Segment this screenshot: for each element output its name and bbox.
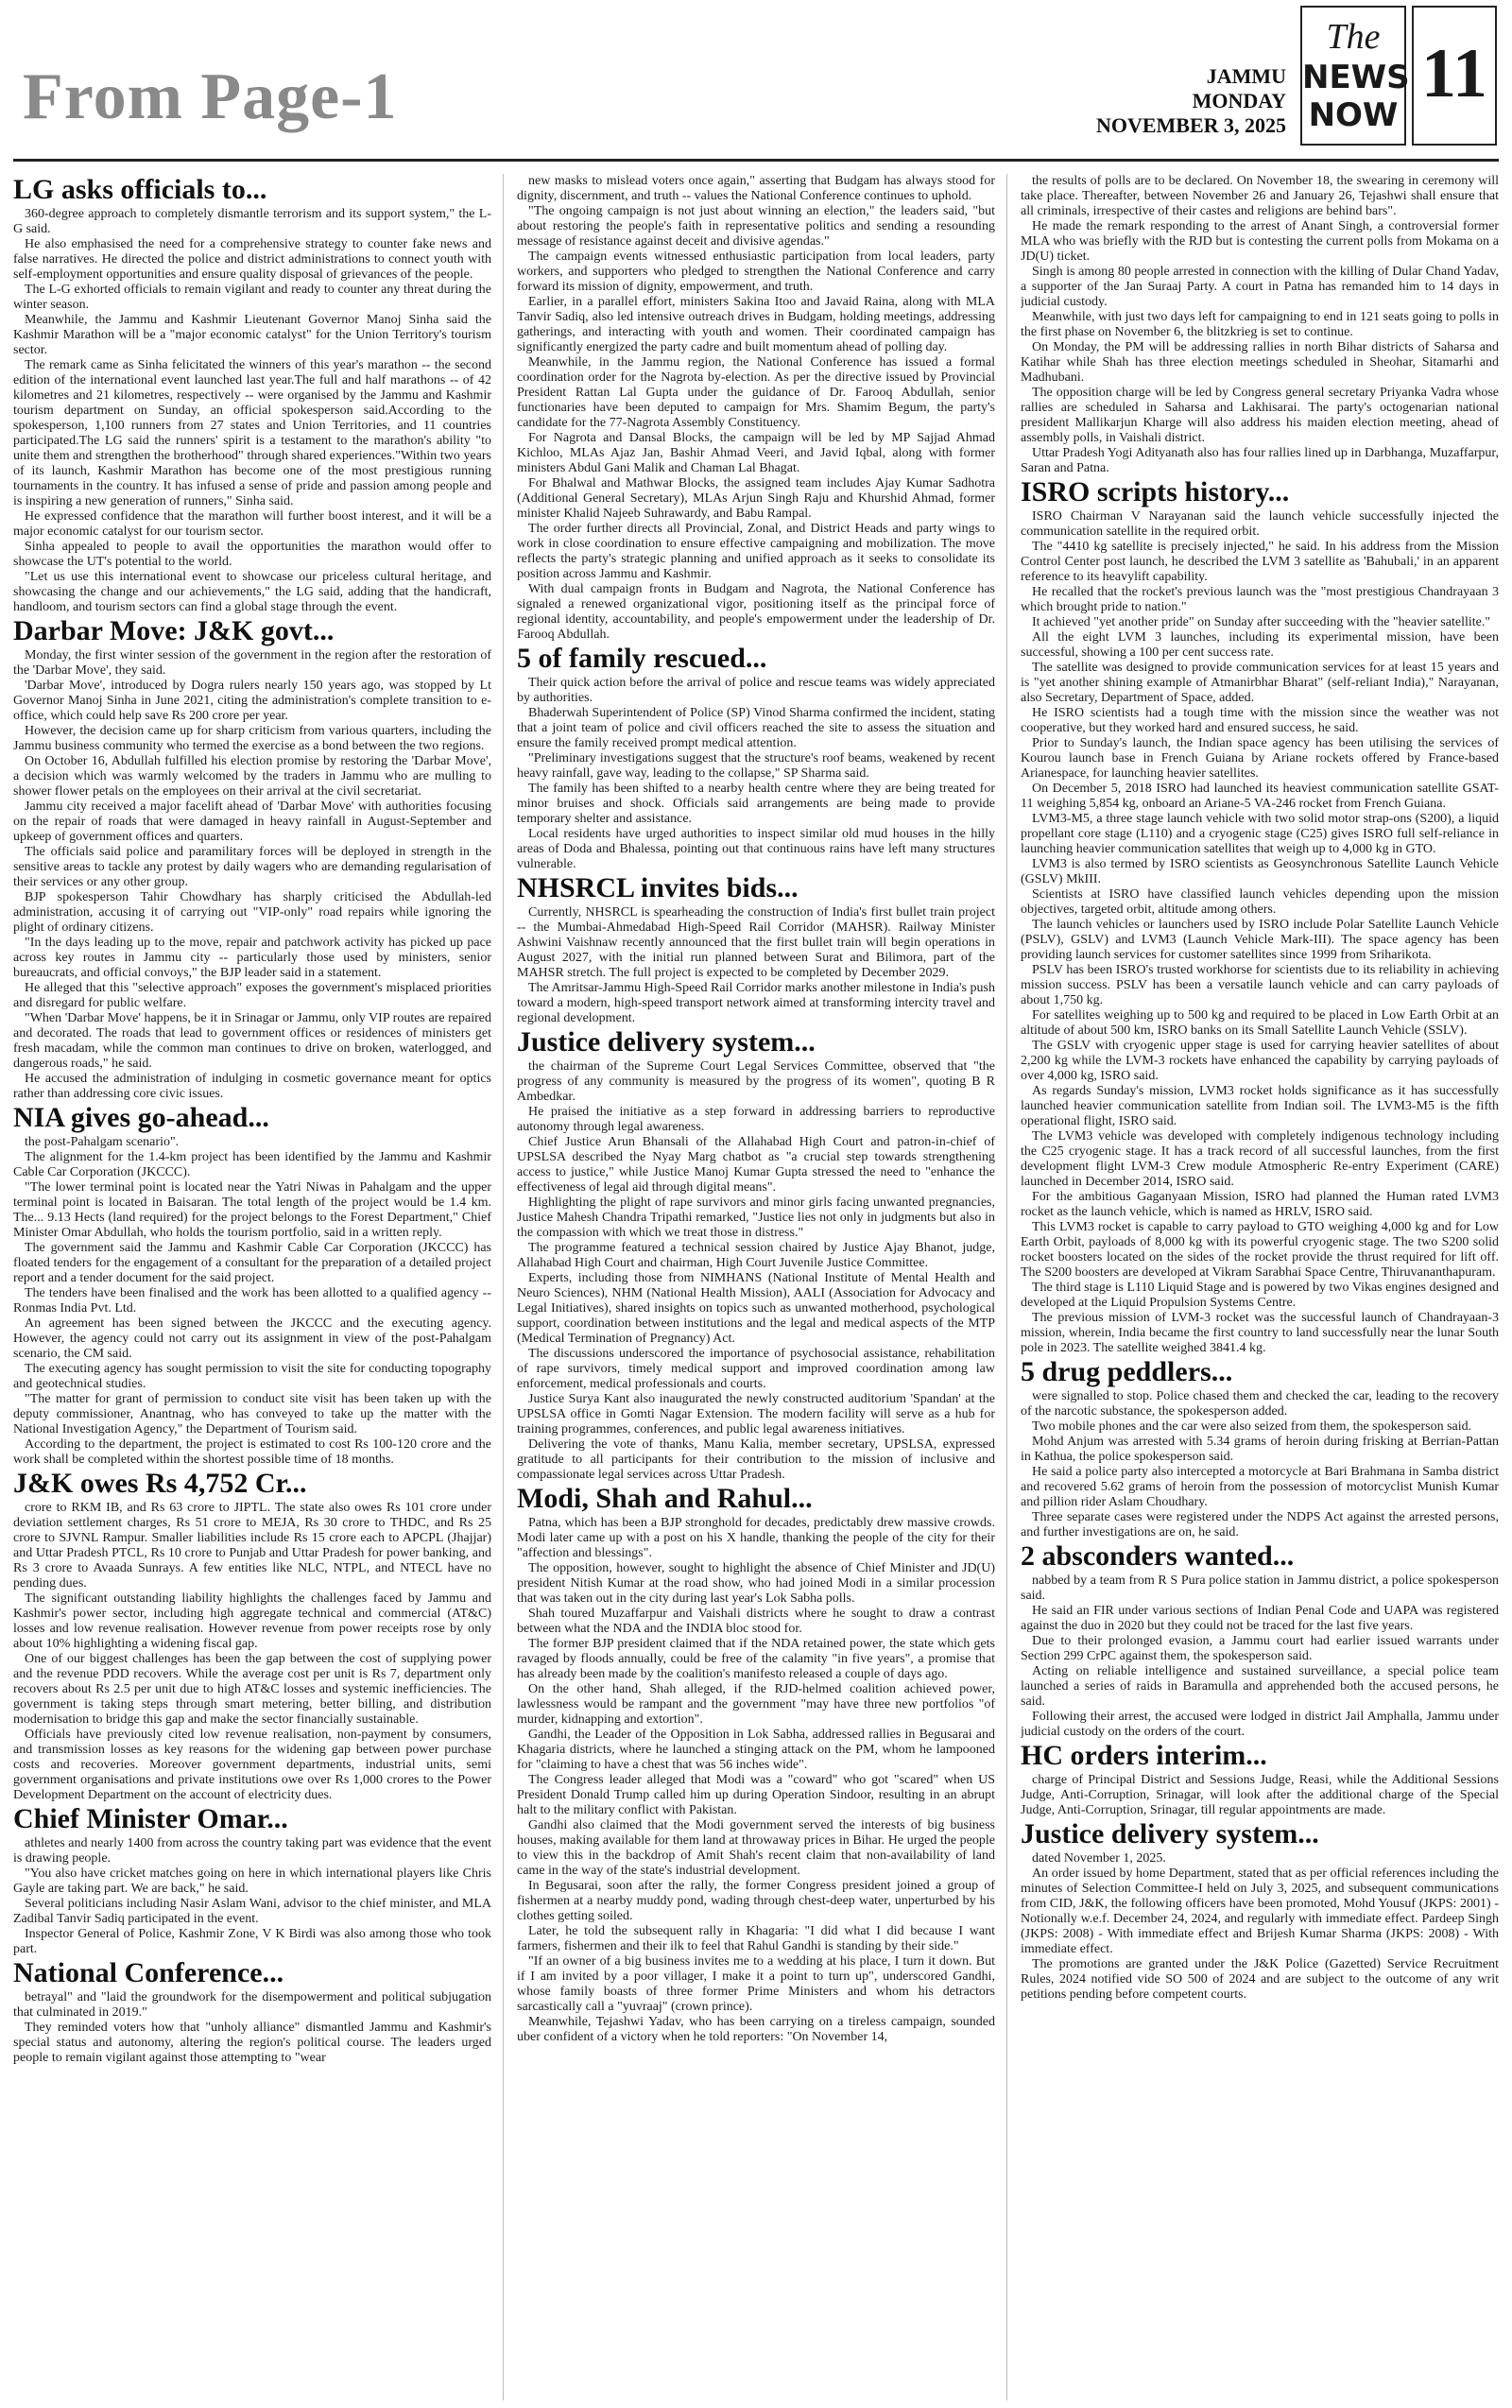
article [13,1102,491,1468]
article [13,615,491,1102]
article-headline: NHSRCL invites bids... [517,872,799,903]
article-paragraph: ISRO Chairman V Narayanan said the launch vehicle successfully injected the communication satellite in the required orbit. [1021,509,1499,539]
article-paragraph: The Congress leader alleged that Modi was a "coward" who got "scared" when US President Donald Trump called him up during Operation Sindoor, resulting in an abrupt halt to the military conflict with Pakistan. [517,1773,995,1817]
article-paragraph: Meanwhile, the Jammu and Kashmir Lieutenant Governor Manoj Sinha said the Kashmir Marathon will be a "major economic catalyst" for the Union Territory's tourism sector. [13,313,491,357]
article [517,872,995,1026]
article-paragraph: Shah toured Muzaffarpur and Vaishali districts where he sought to draw a contrast between what the NDA and the INDIA bloc stood for. [517,1607,995,1636]
article-paragraph: Two mobile phones and the car were also seized from them, the spokesperson said. [1032,1419,1472,1434]
masthead [13,0,1499,162]
article-headline: ISRO scripts history... [1021,476,1290,507]
article [517,643,995,872]
article-paragraph: The alignment for the 1.4-km project has been identified by the Jammu and Kashmir Cable Car Corporation (JKCCC). [13,1150,491,1179]
article [13,1957,491,2066]
article-paragraph: Meanwhile, in the Jammu region, the National Conference has issued a formal coordination order for the Nagrota by-election. As per the directive issued by Provincial President Rattan Lal Gupta under the guidance of Dr. Farooq Abdullah, senior functionaries have been deputed to campaign for Mrs. Shamim Begum, the party's candidate for the 77-Nagrota Assembly Constituency. [517,355,995,430]
article-paragraph: This LVM3 rocket is capable to carry payload to GTO weighing 4,000 kg and for Low Earth Orbit, payloads of 8,000 kg with its powerful cryogenic stage. The two S200 solid rocket boosters located on the sides of the rocket provide the thrust required for lift off. The S200 boosters are developed at Vikram Sarabhai Space Centre, Thiruvananthapuram. [1021,1220,1499,1280]
article-paragraph: the results of polls are to be declared. On November 18, the swearing in ceremony will take place. Thereafter, between November 26 and January 26, Tejashwi shall ensure that all criminals, irrespective of their castes and religions are behind bars". [1021,174,1499,218]
article-paragraph: Meanwhile, with just two days left for campaigning to end in 121 seats going to polls in the first phase on November 6, the blitzkrieg is set to continue. [1021,310,1499,339]
dateline-city: JAMMU [1206,64,1286,88]
article-paragraph: The remark came as Sinha felicitated the winners of this year's marathon -- the second edition of the international event launched last year.The full and half marathons -- of 42 kilometres and 21 kilometres, respectively -- were organised by the Jammu and Kashmir tourism department on Sunday, an official spokesperson said.According to the spokesperson, 1,100 runners from 27 states and Union Territories, and 11 countries participated.The LG said the runners' spirit is a testament to the marathon's ability "to unite them and strengthen the brotherhood" through shared experiences."Within two years of its launch, Kashmir Marathon has become one of the most prestigious running tournaments in the country. It has infused a sense of pride and passion among people and is inspiring a new generation of runners," Sinha said. [13,358,491,508]
article-paragraph: With dual campaign fronts in Budgam and Nagrota, the National Conference has signaled a renewed organizational vigor, positioning itself as the principal force of regional identity, accountability, and people's empowerment under the leadership of Dr. Farooq Abdullah. [517,582,995,642]
article-paragraph: However, the decision came up for sharp criticism from various quarters, including the Jammu business community who termed the exercise as a bond between the two regions. [13,724,491,753]
article-paragraph: The "4410 kg satellite is precisely injected," he said. In his address from the Mission Control Center post launch, he described the LVM 3 satellite as 'Bahubali,' in an apparent reference to its heavylift capability. [1021,540,1499,584]
article-paragraph: Uttar Pradesh Yogi Adityanath also has four rallies lined up in Darbhanga, Muzaffarpur, Saran and Patna. [1021,446,1499,475]
newspaper-logo [1300,6,1410,146]
article-paragraph: The satellite was designed to provide communication services for at least 15 years and is "yet another shining example of Atmanirbhar Bharat" (self-reliant India)," Narayanan, also Secretary, Department of Space, added. [1021,661,1499,705]
article-paragraph: crore to RKM IB, and Rs 63 crore to JIPTL. The state also owes Rs 101 crore under deviation settlement charges, Rs 51 crore to MEJA, Rs 30 crore to THDC, and Rs 25 crore to SJVNL Rampur. Smaller liabilities include Rs 15 crore each to APCPL (Jhajjar) and Uttar Pradesh PTCL, Rs 10 crore to Punjab and Uttar Pradesh for power banking, and Rs 3 crore to Avaada Sunrays. A few entities like NLC, NTPL, and NTECL have no pending dues. [13,1501,491,1591]
article-paragraph: Later, he told the subsequent rally in Khagaria: "I did what I did because I want farmers, fishermen and their ilk to feel that Rahul Gandhi is standing by their side." [517,1924,995,1953]
article-headline: NIA gives go-ahead... [13,1102,269,1133]
article-paragraph: "You also have cricket matches going on here in which international players like Chris Gayle are taking part. We are back," he said. [13,1866,491,1896]
logo-news: NEWS [1302,59,1410,96]
article-headline: Darbar Move: J&K govt... [13,615,335,646]
article-paragraph: Experts, including those from NIMHANS (National Institute of Mental Health and Neuro Sciences), NHM (National Health Mission), AALI (Association for Advocacy and Legal Initiatives), shared insights on topics such as unwanted motherhood, psychological support, coordination between institutions and the legal and medical aspects of the MTP (Medical Termination of Pregnancy) Act. [517,1271,995,1346]
article-headline: 5 drug peddlers... [1021,1356,1233,1387]
article-paragraph: He ISRO scientists had a tough time with the mission since the weather was not cooperative, but they worked hard and ensured success, he said. [1021,706,1499,735]
article-paragraph: LVM3-M5, a three stage launch vehicle with two solid motor strap-ons (S200), a liquid propellant core stage (L110) and a cryogenic stage (C25) gives ISRO full self-reliance in launching heavier communication satellites that weigh up to 4,000 kg in GTO. [1021,812,1499,856]
article [1021,476,1499,1356]
article-paragraph: Mohd Anjum was arrested with 5.34 grams of heroin during frisking at Berrian-Pattan in Kathua, the police spokesperson said. [1021,1435,1499,1464]
article-paragraph: Officials have previously cited low revenue realisation, non-payment by consumers, and transmission losses as key reasons for the widening gap between power purchase costs and recoveries. Moreover government departments, industrial units, semi government organisations and private institutions owe over Rs 1,000 crores to the Power Development Department on the account of electricity dues. [13,1728,491,1802]
article-paragraph: Sinha appealed to people to avail the opportunities the marathon would offer to showcase the UT's potential to the world. [13,540,491,569]
article-paragraph: He expressed confidence that the marathon will further boost interest, and it will be a major economic catalyst for our tourism sector. [13,509,491,539]
article-headline: J&K owes Rs 4,752 Cr... [13,1468,307,1499]
article-paragraph: For satellites weighing up to 500 kg and required to be placed in Low Earth Orbit at an altitude of about 500 km, ISRO banks on its Small Satellite Launch Vehicle (SSLV). [1021,1008,1499,1038]
article-headline: HC orders interim... [1021,1740,1267,1771]
article-paragraph: They reminded voters how that "unholy alliance" dismantled Jammu and Kashmir's special status and autonomy, altering the region's political course. The leaders urged people to remain vigilant against those attempting to "wear [13,2021,491,2065]
article-paragraph: Bhaderwah Superintendent of Police (SP) Vinod Sharma confirmed the incident, stating that a joint team of police and civil officers reached the site to assess the situation and ensure the family received prompt medical attention. [517,706,995,750]
article-paragraph: "Preliminary investigations suggest that the structure's roof beams, weakened by recent heavy rainfall, gave way, leading to the collapse," SP Sharma said. [517,751,995,781]
article-paragraph: Highlighting the plight of rape survivors and minor girls facing unwanted pregnancies, Justice Mahesh Chandra Tripathi remarked, "Justice lies not only in judgments but also in the compassion with which we treat those in distress." [517,1195,995,1240]
article-paragraph: Following their arrest, the accused were lodged in district Jail Amphalla, Jammu under judicial custody on the orders of the court. [1021,1710,1499,1739]
article-paragraph: "Let us use this international event to showcase our priceless cultural heritage, and showcasing the change and our achievements," the LG said, adding that the handicraft, handloom, and tourism sectors can find a global stage through the event. [13,570,491,614]
article-paragraph: The opposition, however, sought to highlight the absence of Chief Minister and JD(U) president Nitish Kumar at the road show, who had joined Modi in a similar procession that was taken out in the city during last year's Lok Sabha polls. [517,1561,995,1606]
dateline-day: MONDAY [1192,89,1286,112]
article-headline: Justice delivery system... [517,1026,816,1058]
article-paragraph: The former BJP president claimed that if the NDA retained power, the state which gets ravaged by floods annually, could be free of the calamity "in five years", a promise that has already been made by the coalition's manifesto released a couple of days ago. [517,1637,995,1681]
article-paragraph: On Monday, the PM will be addressing rallies in north Bihar districts of Saharsa and Katihar while Shah has three election meetings scheduled in Sheohar, Sitamarhi and Madhubani. [1021,340,1499,385]
article-paragraph: "If an owner of a big business invites me to a wedding at his place, I turn it down. But if I am invited by a poor villager, I make it a point to turn up", underscored Gandhi, whose family boasts of three former Prime Ministers and whom his detractors sarcastically call a "yuvraaj" (crown prince). [517,1954,995,2014]
article-paragraph: He said an FIR under various sections of Indian Penal Code and UAPA was registered against the duo in 2020 but they could not be traced for the last five years. [1021,1604,1499,1633]
article-paragraph: The previous mission of LVM-3 rocket was the successful launch of Chandrayaan-3 mission, wherein, India became the first country to land successfully near the lunar South pole in 2023. The satellite weighed 3841.4 kg. [1021,1311,1499,1355]
article-paragraph: Currently, NHSRCL is spearheading the construction of India's first bullet train project -- the Mumbai-Ahmedabad High-Speed Rail Corridor (MAHSR). Railway Minister Ashwini Vaishnaw recently announced that the first bullet train will begin operations in August 2027, with the initial run planned between Surat and Bilimora, part of the MAHSR stretch. The full project is expected to be completed by December 2029. [517,905,995,980]
article-paragraph: The executing agency has sought permission to visit the site for conducting topography and geotechnical studies. [13,1362,491,1391]
article-paragraph: The launch vehicles or launchers used by ISRO include Polar Satellite Launch Vehicle (PSLV), GSLV) and LVM3 (Launch Vehicle Mark-III). The space agency has been providing launch services for customer satellites since 1999 from Sriharikota. [1021,918,1499,962]
column-3 [1021,174,1499,2400]
article-paragraph: Chief Justice Arun Bhansali of the Allahabad High Court and patron-in-chief of UPSLSA described the Nyay Marg chatbot as "a crucial step towards strengthening access to justice," while Justice Manoj Kumar Gupta stressed the need to "enhance the effectiveness of legal aid through digital means". [517,1135,995,1195]
article-paragraph: For the ambitious Gaganyaan Mission, ISRO had planned the Human rated LVM3 rocket as the launch vehicle, which is named as HRLV, ISRO said. [1021,1190,1499,1219]
article-paragraph: "When 'Darbar Move' happens, be it in Srinagar or Jammu, only VIP routes are repaired and decorated. The roads that lead to government offices or residences of ministers get fresh macadam, while the common man continues to drive on broken, waterlogged, and dangerous roads," he said. [13,1011,491,1071]
article [517,1026,995,1483]
article-paragraph: Scientists at ISRO have classified launch vehicles depending upon the mission objectives, targeted orbit, altitude among others. [1021,887,1499,917]
article-paragraph: Delivering the vote of thanks, Manu Kalia, member secretary, UPSLSA, expressed gratitude to all participants for their contribution to the mission of inclusive and compassionate legal services across Uttar Pradesh. [517,1437,995,1482]
article-paragraph: LVM3 is also termed by ISRO scientists as Geosynchronous Satellite Launch Vehicle (GSLV) MkIII. [1021,857,1499,886]
article-paragraph: He said a police party also intercepted a motorcycle at Bari Brahmana in Samba district and recovered 5.62 grams of heroin from the possession of motorcyclist Munish Kumar and pillion rider Aslam Choudhary. [1021,1465,1499,1509]
article-headline: 2 absconders wanted... [1021,1540,1295,1572]
article-paragraph: The LVM3 vehicle was developed with completely indigenous technology including the C25 cryogenic stage. It has a track record of all successful launches, from the first development flight LVM-3 Crew module Atmospheric Re-entry Experiment (CARE) launched in December 2014, ISRO said. [1021,1129,1499,1189]
article-headline: Modi, Shah and Rahul... [517,1483,813,1514]
article-paragraph: The discussions underscored the importance of psychosocial assistance, rehabilitation of rape survivors, timely medical support and improved coordination among law enforcement, medical professionals and courts. [517,1347,995,1391]
article-paragraph: Meanwhile, Tejashwi Yadav, who has been carrying on a tireless campaign, sounded uber confident of a victory when he told reporters: "On November 14, [517,2015,995,2044]
article-paragraph: As regards Sunday's mission, LVM3 rocket holds significance as it has successfully launched heavier communication satellite from Indian soil. The LVM3-M5 is the fifth operational flight, ISRO said. [1021,1084,1499,1128]
article-paragraph: He also emphasised the need for a comprehensive strategy to counter fake news and false narratives. He directed the police and district administrations to connect youth with self-employment opportunities and ensure quality disposal of grievances of the people. [13,237,491,282]
article-paragraph: the post-Pahalgam scenario". [25,1135,180,1149]
article-paragraph: BJP spokesperson Tahir Chowdhary has sharply criticised the Abdullah-led administration, accusing it of carrying out "VIP-only" road repairs while ignoring the plight of ordinary citizens. [13,890,491,935]
article-paragraph: On October 16, Abdullah fulfilled his election promise by restoring the 'Darbar Move', a decision which was warmly welcomed by the traders in Jammu who are mulling to shower flower petals on the employees on their arrival at the civil secretariat. [13,754,491,799]
article-paragraph: He recalled that the rocket's previous launch was the "most prestigious Chandrayaan 3 which brought pride to nation." [1021,585,1499,614]
article-paragraph: According to the department, the project is estimated to cost Rs 100-120 crore and the work shall be completed within the shortest possible time of 18 months. [13,1437,491,1467]
article-paragraph: The order further directs all Provincial, Zonal, and District Heads and party wings to work in close coordination to ensure effective campaigning and mobilization. The move reflects the party's strategic planning and unified approach as it seeks to consolidate its position across Jammu and Kashmir. [517,522,995,581]
article-paragraph: Singh is among 80 people arrested in connection with the killing of Dular Chand Yadav, a supporter of the Jan Suraaj Party. A court in Patna has remanded him to 14 days in judicial custody. [1021,265,1499,309]
article [1021,1356,1499,1540]
article-paragraph: "The ongoing campaign is not just about winning an election," the leaders said, "but about restoring the people's faith in representative politics and sending a resounding message of resistance against deceit and divisive agendas." [517,204,995,249]
dateline [1096,64,1286,138]
article-paragraph: betrayal" and "laid the groundwork for the disempowerment and political subjugation that culminated in 2019." [13,1990,491,2020]
article-paragraph: Gandhi also claimed that the Modi government served the interests of big business houses, making available for them land at throwaway prices in Bihar. He urged the people to view this in the backdrop of Amit Shah's recent claim that non-availability of land came in the way of the state's industrial development. [517,1818,995,1878]
article-paragraph: The GSLV with cryogenic upper stage is used for carrying heavier satellites of about 2,200 kg while the LVM-3 rockets have enhanced the capability by carrying payloads of over 4,000 kg, ISRO said. [1021,1039,1499,1083]
article-paragraph: "In the days leading up to the move, repair and patchwork activity has picked up pace across key routes in Jammu city -- particularly those used by ministers, senior bureaucrats, and official convoys," the BJP leader said in a statement. [13,936,491,980]
article-paragraph: 'Darbar Move', introduced by Dogra rulers nearly 150 years ago, was stopped by Lt Governor Manoj Sinha in June 2021, citing the administration's complete transition to e-office, which could help save Rs 200 crore per year. [13,679,491,723]
article-paragraph: The third stage is L110 Liquid Stage and is powered by two Vikas engines designed and developed at the Liquid Propulsion Systems Centre. [1021,1281,1499,1310]
article-paragraph: He accused the administration of indulging in cosmetic governance meant for optics rather than addressing core civic issues. [13,1072,491,1101]
article-paragraph: Due to their prolonged evasion, a Jammu court had earlier issued warrants under Section 299 CrPC against them, the spokesperson said. [1021,1634,1499,1663]
logo-now: NOW [1308,96,1399,134]
article-paragraph: He made the remark responding to the arrest of Anant Singh, a controversial former MLA who was briefly with the RJD but is contesting the current polls from Mokama on a JD(U) ticket. [1021,219,1499,264]
article-paragraph: The promotions are granted under the J&K Police (Gazetted) Service Recruitment Rules, 2024 notified vide SO 500 of 2024 and are subject to the outcome of any writ petitions pending before competent courts. [1021,1957,1499,2002]
article-headline: Chief Minister Omar... [13,1803,288,1834]
logo-the: The [1326,17,1381,57]
column-1 [13,174,504,2400]
article-paragraph: The L-G exhorted officials to remain vigilant and ready to counter any threat during the winter season. [13,283,491,312]
article [13,174,491,615]
article-paragraph: charge of Principal District and Sessions Judge, Reasi, while the Additional Sessions Judge, Anti-Corruption, Srinagar, will look after the additional charge of the Special Judge, Anti-Corruption, Srinagar, till regular appointments are made. [1021,1773,1499,1817]
article-paragraph: Inspector General of Police, Kashmir Zone, V K Birdi was also among those who took part. [13,1927,491,1956]
article-paragraph: 360-degree approach to completely dismantle terrorism and its support system," the L-G said. [13,207,491,236]
article-paragraph: "The lower terminal point is located near the Yatri Niwas in Pahalgam and the upper terminal point is located in Baisaran. The total length of the project would be 1.4 km. The... 9.13 Hects (land required) for the project belongs to the Forest Department," Chief Minister Omar Abdullah, who holds the tourism portfolio, said in a written reply. [13,1180,491,1240]
article-paragraph: The government said the Jammu and Kashmir Cable Car Corporation (JKCCC) has floated tenders for the engagement of a consultant for the preparation of a detailed project report and a tender document for the said project. [13,1241,491,1285]
article [1021,1740,1499,1818]
article [13,1803,491,1957]
article-paragraph: The significant outstanding liability highlights the challenges faced by Jammu and Kashmir's power sector, including high aggregate technical and commercial (AT&C) losses and low revenue realisation. However revenue from power receipts rose by only about 10% highlighting a widening fiscal gap. [13,1591,491,1651]
article [1021,1540,1499,1740]
article-headline: National Conference... [13,1957,284,1988]
article-headline: Justice delivery system... [1021,1818,1319,1849]
section-title: From Page-1 [23,60,398,133]
article-paragraph: Gandhi, the Leader of the Opposition in Lok Sabha, addressed rallies in Begusarai and Khagaria districts, where he launched a stinging attack on the PM, whom he lampooned for "claiming to have a chest that was 56 inches wide". [517,1728,995,1772]
dateline-date: NOVEMBER 3, 2025 [1095,113,1286,137]
article-paragraph: Jammu city received a major facelift ahead of 'Darbar Move' with authorities focusing on the repair of roads that were damaged in heavy rainfall in August-September and upkeep of government offices and quarters. [13,800,491,844]
article-headline: LG asks officials to... [13,174,267,205]
article-paragraph: Local residents have urged authorities to inspect similar old mud houses in the hilly areas of Doda and Bhalessa, pointing out that continuous rains have left many structures vulnerable. [517,827,995,871]
article-paragraph: nabbed by a team from R S Pura police station in Jammu district, a police spokesperson said. [1021,1574,1499,1603]
article-paragraph: He alleged that this "selective approach" exposes the government's misplaced priorities and disregard for public welfare. [13,981,491,1010]
article-paragraph: PSLV has been ISRO's trusted workhorse for scientists due to its reliability in achieving mission success. PSLV has been a versatile launch vehicle and can carry payloads of about 1,750 kg. [1021,963,1499,1007]
article-paragraph: Three separate cases were registered under the NDPS Act against the arrested persons, and further investigations are on, he said. [1021,1510,1499,1539]
article-paragraph: Acting on reliable intelligence and sustained surveillance, a special police team launched a series of raids in Baramulla and apprehended both the accused persons, he said. [1021,1664,1499,1709]
article-paragraph: All the eight LVM 3 launches, including its experimental mission, have been successful, showing a 100 per cent success rate. [1021,630,1499,660]
article-paragraph: Prior to Sunday's launch, the Indian space agency has been utilising the services of Kourou launch base in French Guiana by Ariane rockets offered by France-based Arianespace, for launching heavier satellites. [1021,736,1499,781]
article-paragraph: An agreement has been signed between the JKCCC and the executing agency. However, the agency could not carry out its assignment in view of the post-Pahalgam scenario, the CM said. [13,1316,491,1361]
article-paragraph: the chairman of the Supreme Court Legal Services Committee, observed that "the progress of any community is measured by the progress of its women", quoting B R Ambedkar. [517,1059,995,1104]
article-paragraph: For Bhalwal and Mathwar Blocks, the assigned team includes Ajay Kumar Sadhotra (Additional General Secretary), MLAs Arjun Singh Raju and Khurshid Ahmad, former minister Khalid Najeeb Suhrawardy, and Babu Rampal. [517,476,995,521]
article-paragraph: In Begusarai, soon after the rally, the former Congress president joined a group of fishermen at a nearby muddy pond, wading through chest-deep water, unperturbed by his clothes getting soiled. [517,1879,995,1923]
article-paragraph: One of our biggest challenges has been the gap between the cost of supplying power and the revenue PDD recovers. While the average cost per unit is Rs 7, department only recovers about Rs 2.5 per unit due to high AT&C losses and systemic inefficiencies. The government is taking steps through smart metering, better billing, and distribution modernisation to bridge this gap and make the sector financially sustainable. [13,1652,491,1727]
article-paragraph: The Amritsar-Jammu High-Speed Rail Corridor marks another milestone in India's push toward a modern, high-speed transport network aimed at transforming intercity travel and regional development. [517,981,995,1025]
page-number: 11 [1412,6,1497,146]
article-paragraph: The opposition charge will be led by Congress general secretary Priyanka Vadra whose rallies are scheduled in Saharsa and Lakhisarai. The party's octogenarian national president Mallikarjun Kharge will also address his maiden election meeting, ahead of assembly polls, in Vaishali district. [1021,386,1499,445]
article-paragraph: Justice Surya Kant also inaugurated the newly constructed auditorium 'Spandan' at the UPSLSA office in Gomti Nagar Extension. The modern facility will serve as a hub for training programmes, conferences, and public legal awareness initiatives. [517,1392,995,1436]
article-paragraph: On the other hand, Shah alleged, if the RJD-helmed coalition achieved power, lawlessness would be rampant and the government "may have three new portfolios "of murder, kidnapping and extortion". [517,1682,995,1727]
article-paragraph: new masks to mislead voters once again," asserting that Budgam has always stood for dignity, discernment, and truth -- values the National Conference continues to uphold. [517,174,995,203]
article-paragraph: The tenders have been finalised and the work has been allotted to a qualified agency -- Ronmas India Pvt. Ltd. [13,1286,491,1316]
article [517,1483,995,2045]
article-paragraph: The programme featured a technical session chaired by Justice Ajay Bhanot, judge, Allahabad High Court and chairman, High Court Juvenile Justice Committee. [517,1241,995,1270]
article-columns [13,174,1499,2400]
article-paragraph: The family has been shifted to a nearby health centre where they are being treated for minor bruises and shock. Officials said arrangements are being made to provide temporary shelter and assistance. [517,782,995,826]
article-paragraph: "The matter for grant of permission to conduct site visit has been taken up with the deputy commissioner, Anantnag, who has conveyed to take up the matter with the National Investigation Agency," the Department of Tourism said. [13,1392,491,1436]
article-paragraph: Earlier, in a parallel effort, ministers Sakina Itoo and Javaid Raina, along with MLA Tanvir Sadiq, also led intensive outreach drives in Budgam, holding meetings, addressing gatherings, and interacting with youth and women. Their coordinated campaign has significantly energized the party cadre and built momentum ahead of polling day. [517,295,995,354]
article-paragraph: On December 5, 2018 ISRO had launched its heaviest communication satellite GSAT-11 weighing 5,854 kg, onboard an Ariane-5 VA-246 rocket from French Guiana. [1021,782,1499,811]
article-paragraph: Patna, which has been a BJP stronghold for decades, predictably drew massive crowds. Modi later came up with a post on his X handle, thanking the people of the city for their "affection and blessings". [517,1516,995,1560]
article [517,174,995,643]
article-paragraph: Monday, the first winter session of the government in the region after the restoration of the 'Darbar Move', they said. [13,648,491,678]
article-paragraph: The campaign events witnessed enthusiastic participation from local leaders, party workers, and supporters who pledged to strengthen the National Conference and carry forward its mission of dignity, empowerment, and truth. [517,249,995,294]
article-headline: 5 of family rescued... [517,643,767,674]
article-paragraph: For Nagrota and Dansal Blocks, the campaign will be led by MP Sajjad Ahmad Kichloo, MLAs Ajaz Jan, Bashir Ahmad Veeri, and Javid Iqbal, along with former ministers Abdul Gani Malik and Chaman Lal Bhagat. [517,431,995,475]
article-paragraph: Their quick action before the arrival of police and rescue teams was widely appreciated by authorities. [517,676,995,705]
article-paragraph: were signalled to stop. Police chased them and checked the car, leading to the recovery of the narcotic substance, the spokesperson added. [1021,1389,1499,1419]
article-paragraph: The officials said police and paramilitary forces will be deployed in strength in the sensitive areas to tackle any protest by daily wagers who are demanding regularisation of their services or any other group. [13,845,491,889]
article [13,1468,491,1803]
column-2 [517,174,1007,2400]
article-paragraph: Several politicians including Nasir Aslam Wani, advisor to the chief minister, and MLA Zadibal Tanvir Sadiq participated in the event. [13,1897,491,1926]
article [1021,1818,1499,2003]
article-paragraph: athletes and nearly 1400 from across the country taking part was evidence that the event is drawing people. [13,1836,491,1866]
article-paragraph: dated November 1, 2025. [1032,1851,1166,1866]
article [1021,174,1499,476]
article-paragraph: An order issued by home Department, stated that as per official references including the minutes of Selection Committee-I held on July 3, 2025, and subsequent communications from CID, J&K, the following officers have been promoted, Mohd Yousuf (JKPS: 2001) - Notionally w.e.f. December 24, 2024, and regularly with immediate effect. Pardeep Singh (JKPS: 2008) - With immediate effect and Brijesh Kumar Sharma (JKPS: 2008) - With immediate effect. [1021,1866,1499,1956]
article-paragraph: It achieved "yet another pride" on Sunday after succeeding with the "heavier satellite." [1032,615,1491,629]
article-paragraph: He praised the initiative as a step forward in addressing barriers to reproductive autonomy through legal awareness. [517,1105,995,1134]
